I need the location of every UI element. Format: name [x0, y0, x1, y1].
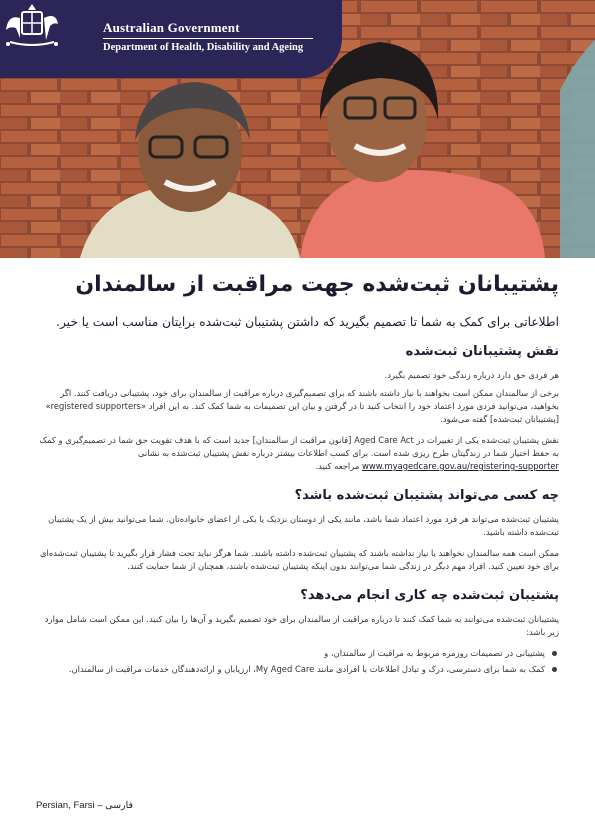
who-paragraph-1: پشتیبان ثبت‌شده می‌تواند هر فرد مورد اعتماد شما باشد، مانند یکی از دوستان نزدیک یا یکی از اعضای خانواده‌تان. شما می‌توانید بیش از یک پشتیبان ثبت‌شده داشته باشید.	[48, 514, 559, 537]
english-term: registered supporters	[50, 401, 141, 411]
role-paragraph-1: هر فردی حق دارد درباره زندگی خود تصمیم بگیرد.	[384, 370, 559, 380]
who-paragraph-2: ممکن است همه سالمندان نخواهند یا نیاز نداشته باشند که پشتیبان ثبت‌شده داشته باشند. شما هرگز نباید تحت فشار قرار بگیرید تا پشتیبان ثبت‌شده‌ای برای خود تعیین کنید. افراد مهم دیگر در زندگی شما می‌توانند بدون اینکه پشتیبان ثبت‌شده باشند، همچنان از شما حمایت کنند.	[39, 548, 559, 571]
language-footer: Persian, Farsi – فارسی	[36, 800, 134, 811]
government-name: Australian Government	[103, 20, 240, 35]
section-heading-role: نقش پشتیبانان ثبت‌شده	[405, 344, 559, 359]
document-body	[36, 262, 559, 679]
department-name: Department of Health, Disability and Ageing	[103, 42, 304, 53]
intro-text: اطلاعاتی برای کمک به شما تا تصمیم بگیرید که داشتن پشتیبان ثبت‌شده برایتان مناسب است یا خیر.	[56, 315, 559, 329]
what-paragraph-1: پشتیبانان ثبت‌شده می‌توانند به شما کمک کنند تا درباره مراقبت از سالمندان برای خود تصمیم بگیرید و آن‌ها را بیان کنید. این ممکن است شامل موارد زیر باشد:	[44, 614, 559, 637]
section-heading-who: چه کسی می‌تواند پشتیبان ثبت‌شده باشد؟	[294, 488, 559, 503]
bullet-list	[36, 647, 559, 676]
role-paragraph-2: برخی از سالمندان ممکن است بخواهند یا نیاز داشته باشند که برای تصمیم‌گیری درباره مراقبت از سالمندان برای خود، پشتیبانی دریافت کنند. اگر بخواهید، می‌توانید فردی مورد اعتماد خود را انتخاب کنید تا در گرفتن و بیان این تصمیمات به شما کمک کند. به این افراد «registered supporters» [پشتیبانان ثبت‌شده] گفته می‌شود.	[45, 388, 559, 424]
bullet-icon	[552, 651, 557, 656]
english-term: My Aged Care	[255, 664, 315, 674]
english-term: Aged Care Act	[354, 435, 414, 445]
list-item: کمک به شما برای دسترسی، درک و تبادل اطلاعات با افرادی مانند My Aged Care، ارزیابان و ارائه‌دهندگان خدمات مراقبت از سالمندان.	[36, 663, 559, 676]
list-item: پشتیبانی در تصمیمات روزمره مربوط به مراقبت از سالمندان، و	[36, 647, 559, 660]
section-heading-what: پشتیبان ثبت‌شده چه کاری انجام می‌دهد؟	[300, 588, 559, 603]
bullet-icon	[552, 667, 557, 672]
hero-photo	[0, 0, 595, 258]
government-banner	[0, 0, 342, 78]
role-paragraph-3: نقش پشتیبان ثبت‌شده یکی از تغییرات در Aged Care Act [قانون مراقبت از سالمندان] جدید است که با هدف تقویت حق شما در تصمیم‌گیری و کمک به حفظ اختیار شما در زندگیتان طرح ریزی شده است. برای کسب اطلاعات بیشتر درباره نقش پشتیبان ثبت‌شده به نشانی www.myagedcare.gov.au/registering-supporter مراجعه کنید.	[39, 435, 559, 471]
page-title: پشتیبانان ثبت‌شده جهت مراقبت از سالمندان	[75, 272, 559, 297]
coat-of-arms-icon	[0, 0, 64, 50]
myagedcare-link[interactable]: www.myagedcare.gov.au/registering-supporter	[362, 461, 559, 471]
divider	[103, 38, 313, 39]
